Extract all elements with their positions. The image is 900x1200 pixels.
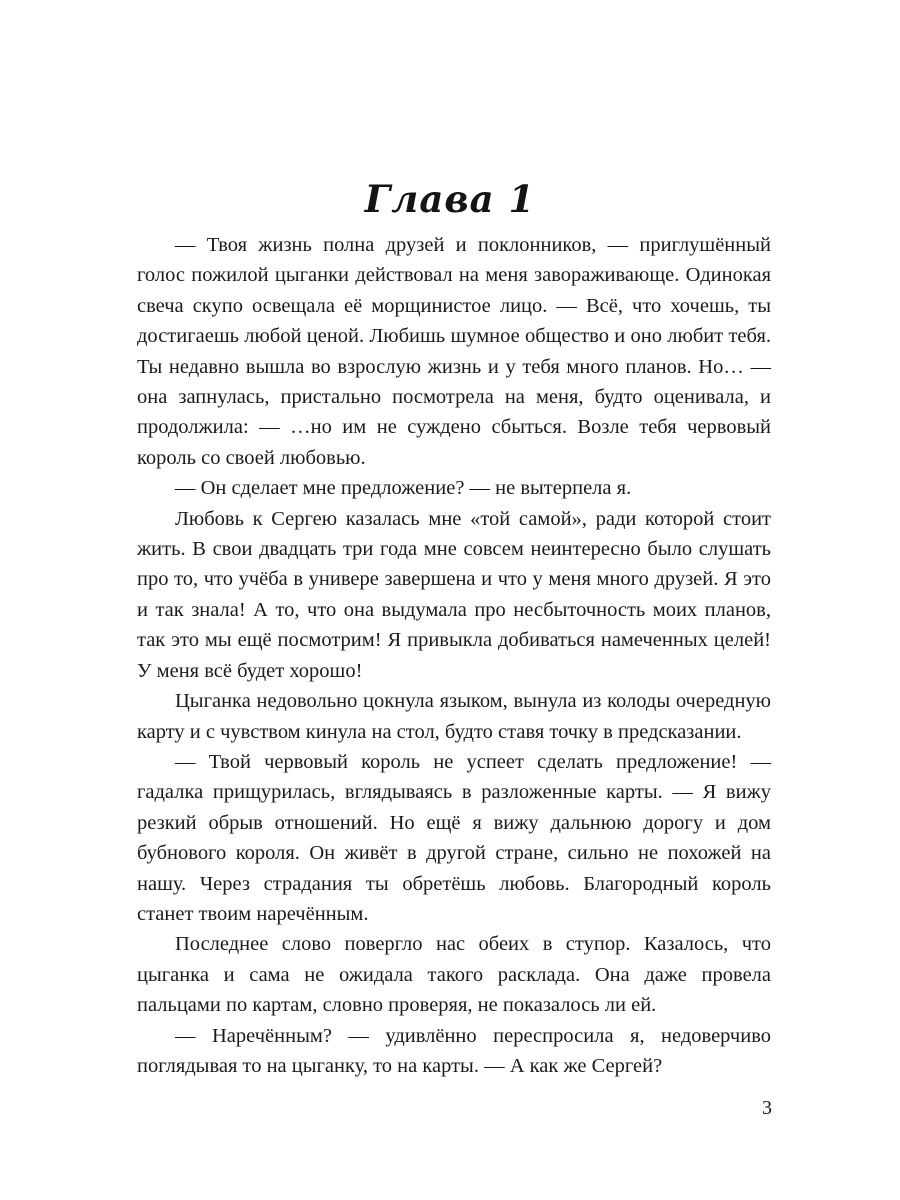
paragraph-3: Любовь к Сергею казалась мне «той самой», ради которой стоит жить. В свои двадцать три года мне совсем неинтересно было слушать про то, что учёба в универе завершена и что у меня много друзей. Я это и так знала! А то, что она выдумала про несбыточность моих планов, так это мы ещё посмотрим! Я привыкла добиваться намеченных целей! У меня всё будет хорошо! [137, 507, 771, 682]
paragraph-7: — Наречённым? — удивлённо переспросила я, недоверчиво поглядывая то на цыганку, то на карты. — А как же Сергей? [137, 1024, 771, 1077]
paragraph-6: Последнее слово повергло нас обеих в ступор. Казалось, что цыганка и сама не ожидала такого расклада. Она даже провела пальцами по картам, словно проверяя, не показалось ли ей. [137, 933, 771, 1017]
paragraph-2: — Он сделает мне предложение? — не вытерпела я. [175, 477, 632, 500]
paragraph-4: Цыганка недовольно цокнула языком, вынула из колоды очередную карту и с чувством кинула на стол, будто ставя точку в предсказании. [137, 690, 771, 743]
chapter-body [137, 230, 771, 1081]
chapter-title: Глава 1 [364, 176, 536, 221]
paragraph-1: — Твоя жизнь полна друзей и поклонников, — приглушённый голос пожилой цыганки действовал на меня завораживающе. Одинокая свеча скупо освещала её морщинистое лицо. — Всё, что хочешь, ты достигаешь любой ценой. Любишь шумное общество и оно любит тебя. Ты недавно вышла во взрослую жизнь и у тебя много планов. Но… — она запнулась, пристально посмотрела на меня, будто оценивала, и продолжила: — …но им не суждено сбыться. Возле тебя червовый король со своей любовью. [137, 234, 771, 469]
paragraph-5: — Твой червовый король не успеет сделать предложение! — гадалка прищурилась, вглядываясь в разложенные карты. — Я вижу резкий обрыв отношений. Но ещё я вижу дальнюю дорогу и дом бубнового короля. Он живёт в другой стране, сильно не похожей на нашу. Через страдания ты обретёшь любовь. Благородный король станет твоим наречённым. [137, 750, 771, 925]
page-number: 3 [762, 1097, 772, 1119]
